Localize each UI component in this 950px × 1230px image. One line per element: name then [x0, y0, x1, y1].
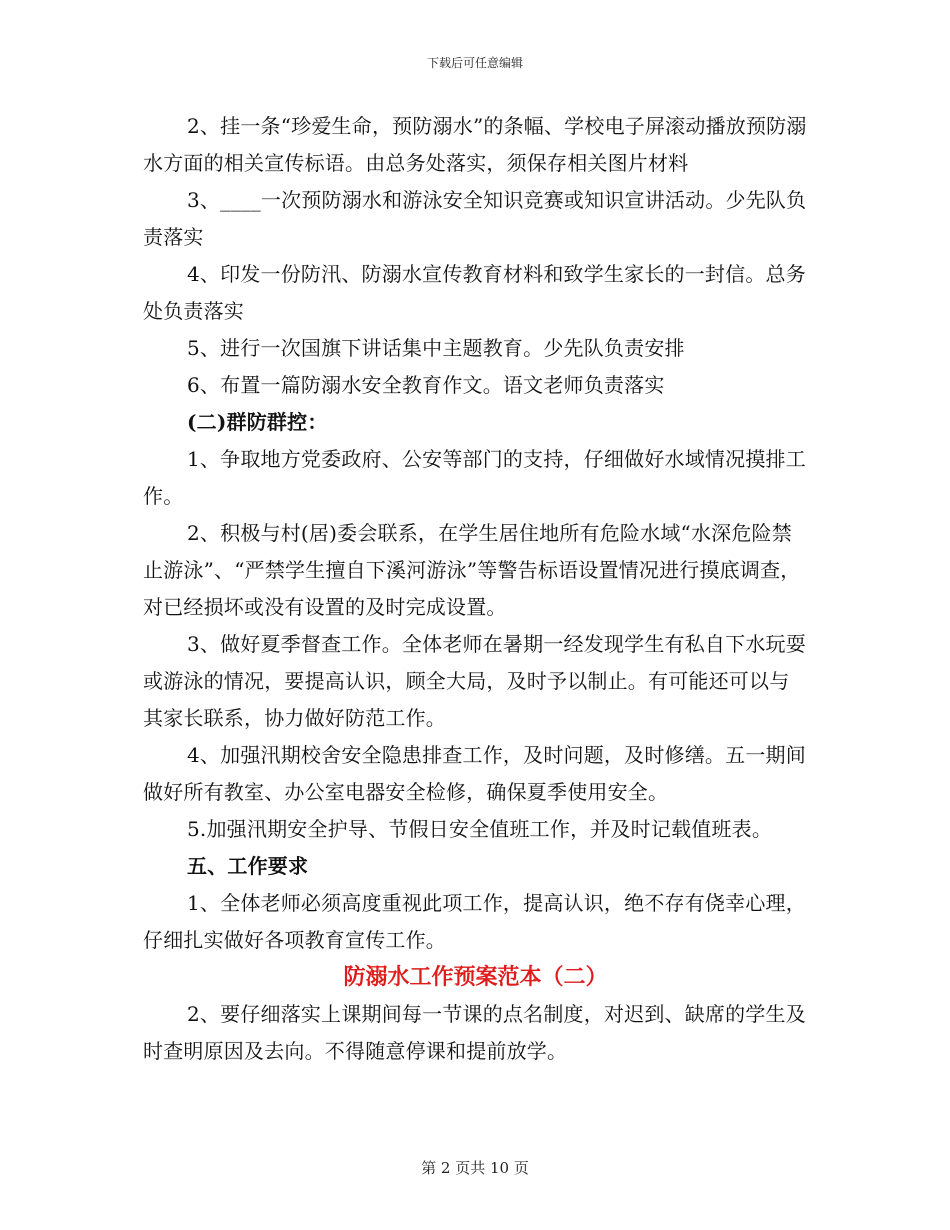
section-heading-group-defense: (二)群防群控： [187, 410, 328, 434]
paragraph-defense-5: 5.加强汛期安全护导、节假日安全值班工作，并及时记载值班表。 [187, 817, 773, 841]
paragraph-requirement-1: 1、全体老师必须高度重视此项工作，提高认识，绝不存有侥幸心理，仔细扎实做好各项教育宣传工作。 [143, 891, 806, 952]
page-header-note: 下载后可任意编辑 [426, 56, 523, 70]
paragraph-item-5: 5、进行一次国旗下讲话集中主题教育。少先队负责安排 [187, 336, 685, 360]
paragraph-item-4: 4、印发一份防汛、防溺水宣传教育材料和致学生家长的一封信。总务处负责落实 [143, 262, 806, 323]
section-heading-work-requirements: 五、工作要求 [187, 854, 309, 878]
paragraph-item-3: 3、____一次预防溺水和游泳安全知识竞赛或知识宣讲活动。少先队负责落实 [143, 188, 807, 249]
paragraph-item-2: 2、挂一条“珍爱生命，预防溺水”的条幅、学校电子屏滚动播放预防溺水方面的相关宣传标语。由总务处落实，须保存相关图片材料 [143, 114, 807, 175]
paragraph-defense-3: 3、做好夏季督查工作。全体老师在暑期一经发现学生有私自下水玩耍或游泳的情况，要提高认识，顾全大局，及时予以制止。有可能还可以与其家长联系，协力做好防范工作。 [143, 632, 806, 730]
paragraph-defense-2: 2、积极与村(居)委会联系，在学生居住地所有危险水域“水深危险禁止游泳”、“严禁学生擅自下溪河游泳”等警告标语设置情况进行摸底调查，对已经损坏或没有设置的及时完成设置。 [143, 521, 801, 619]
paragraph-item-6: 6、布置一篇防溺水安全教育作文。语文老师负责落实 [187, 373, 665, 397]
document-title-red: 防溺水工作预案范本（二） [343, 964, 608, 990]
page-number-footer: 第 2 页共 10 页 [421, 1159, 529, 1177]
paragraph-defense-4: 4、加强汛期校舍安全隐患排查工作，及时问题，及时修缮。五一期间做好所有教室、办公室电器安全检修，确保夏季使用安全。 [143, 743, 806, 804]
paragraph-requirement-2: 2、要仔细落实上课期间每一节课的点名制度，对迟到、缺席的学生及时查明原因及去向。不得随意停课和提前放学。 [143, 1002, 806, 1063]
paragraph-defense-1: 1、争取地方党委政府、公安等部门的支持，仔细做好水域情况摸排工作。 [143, 447, 806, 508]
document-body [143, 108, 808, 1070]
